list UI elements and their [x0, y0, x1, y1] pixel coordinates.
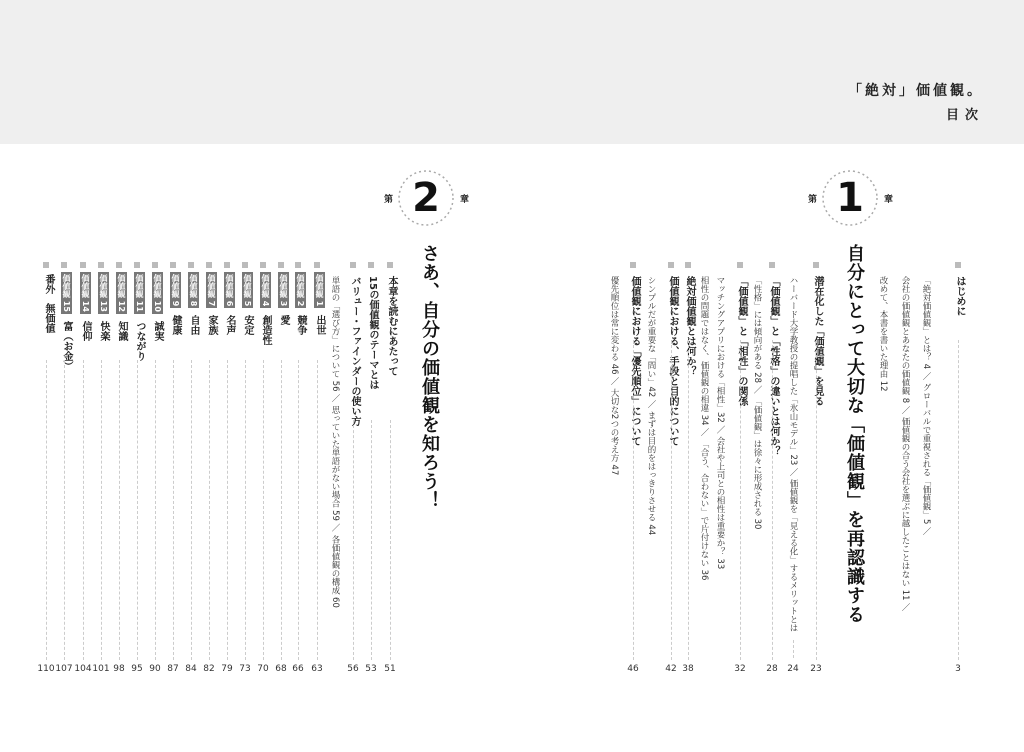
leader-line — [688, 340, 689, 660]
value-tag: 価値観 7 — [207, 274, 216, 307]
leader-line — [209, 360, 210, 660]
section-marker-icon — [737, 262, 743, 268]
section-marker-icon — [350, 262, 356, 268]
leader-line — [46, 360, 47, 660]
leader-line — [390, 420, 391, 660]
page-number: 28 — [766, 664, 778, 674]
leader-line — [137, 360, 138, 660]
section-heading: 本章を読むにあたって — [386, 276, 397, 376]
page-number: 46 — [627, 664, 639, 674]
section-marker-icon — [295, 262, 301, 268]
section-heading: 潜在化した「価値観」を見る — [812, 276, 823, 406]
leader-line — [671, 340, 672, 660]
section-text: マッチングアプリにおける「相性」32 ／ 会社や上司との相性は重要か？ 33 — [715, 276, 725, 570]
page-number: 3 — [955, 664, 961, 674]
chapter1-number: 1 — [836, 175, 864, 221]
section-marker-icon — [170, 262, 176, 268]
page-number: 95 — [131, 664, 143, 674]
value-item — [274, 272, 293, 325]
value-tag: 価値観 15 — [62, 274, 71, 312]
leader-line — [353, 420, 354, 660]
value-tag: 価値観 5 — [243, 274, 252, 307]
section-marker-icon — [260, 262, 266, 268]
value-item — [238, 272, 257, 335]
value-item — [130, 272, 149, 361]
leader-line — [816, 340, 817, 660]
value-name: 名声 — [224, 315, 235, 336]
page-number: 82 — [203, 664, 215, 674]
section-marker-icon — [43, 262, 49, 268]
leader-line — [227, 360, 228, 660]
page-number: 53 — [365, 664, 377, 674]
chapter2-title: さあ、自分の価値観を知ろう！ — [419, 244, 440, 510]
value-name: 家族 — [206, 315, 217, 336]
value-item — [310, 272, 329, 335]
section-marker-icon — [278, 262, 284, 268]
value-tag: 価値観 2 — [296, 274, 305, 307]
value-item — [291, 272, 310, 335]
chapter1-title: 自分にとって大切な「価値観」を再認識する — [844, 244, 865, 624]
section-marker-icon — [314, 262, 320, 268]
value-name: つながり — [134, 320, 145, 361]
value-name: 信仰 — [80, 320, 91, 341]
value-item — [39, 272, 58, 333]
leader-line — [281, 360, 282, 660]
header-band — [0, 0, 1024, 144]
value-item — [166, 272, 185, 335]
page-edge — [1014, 144, 1024, 744]
page-number: 66 — [292, 664, 304, 674]
leader-line — [155, 360, 156, 660]
chapter1-badge — [808, 168, 894, 228]
page-number: 32 — [734, 664, 746, 674]
value-name: 出世 — [314, 315, 325, 336]
page-number: 70 — [257, 664, 269, 674]
section-heading: はじめに — [954, 276, 965, 316]
value-tag: 価値観 9 — [171, 274, 180, 307]
section-marker-icon — [242, 262, 248, 268]
leader-line — [740, 340, 741, 660]
page-number: 51 — [384, 664, 396, 674]
section-marker-icon — [685, 262, 691, 268]
section-text: 相性の問題ではなく、価値観の相違 34 ／ 「合う、合わない」で片付けない 36 — [699, 276, 709, 581]
value-item — [202, 272, 221, 335]
page-number: 38 — [682, 664, 694, 674]
leader-line — [263, 360, 264, 660]
section-marker-icon — [630, 262, 636, 268]
value-tag: 価値観 10 — [153, 274, 162, 312]
page-number: 24 — [787, 664, 799, 674]
value-tag: 価値観 13 — [99, 274, 108, 312]
leader-line — [173, 360, 174, 660]
book-title: 「絶対」価値観。 — [848, 83, 984, 99]
page-number: 104 — [74, 664, 92, 674]
leader-line — [772, 340, 773, 660]
section-text: シンプルだが重要な「問い」42 ／ まずは目的をはっきりさせる 44 — [646, 276, 656, 536]
section-marker-icon — [955, 262, 961, 268]
section-heading: 価値観における、手段と目的について — [667, 276, 678, 446]
value-name: 富（お金） — [61, 320, 72, 371]
page-number: 101 — [92, 664, 110, 674]
value-name: 創造性 — [260, 315, 271, 346]
value-name: 知識 — [116, 320, 127, 341]
value-item — [57, 272, 76, 371]
leader-line — [191, 360, 192, 660]
chapter1-label-left: 第 — [808, 195, 818, 205]
page-number: 98 — [113, 664, 125, 674]
section-marker-icon — [813, 262, 819, 268]
chapter1-label-right: 章 — [884, 195, 894, 205]
leader-line — [317, 360, 318, 660]
page-number: 73 — [239, 664, 251, 674]
page-number: 79 — [221, 664, 233, 674]
section-marker-icon — [769, 262, 775, 268]
value-name: 無価値 — [43, 303, 54, 333]
section-marker-icon — [152, 262, 158, 268]
section-heading: 絶対価値観とは何か？ — [684, 276, 695, 376]
leader-line — [633, 340, 634, 660]
value-item — [112, 272, 131, 341]
value-name: 誠実 — [152, 320, 163, 341]
section-marker-icon — [61, 262, 67, 268]
section-marker-icon — [668, 262, 674, 268]
section-heading: 15の価値観のテーマとは — [367, 276, 378, 390]
value-name: 競争 — [295, 315, 306, 336]
leader-line — [119, 360, 120, 660]
page-number: 63 — [311, 664, 323, 674]
value-item — [256, 272, 275, 345]
value-tag: 価値観 3 — [279, 274, 288, 307]
value-item — [184, 272, 203, 335]
value-name: 安定 — [242, 315, 253, 336]
section-marker-icon — [368, 262, 374, 268]
section-heading: 「価値観」と「相性」の関係 — [736, 276, 747, 406]
section-marker-icon — [116, 262, 122, 268]
leader-line — [958, 340, 959, 660]
section-marker-icon — [224, 262, 230, 268]
page-number: 68 — [275, 664, 287, 674]
section-text: 「性格」には傾向がある 28 ／ 「価値観」は徐々に形成される 30 — [752, 276, 762, 530]
section-marker-icon — [80, 262, 86, 268]
value-tag: 価値観 11 — [135, 274, 144, 312]
page-number: 110 — [37, 664, 55, 674]
leader-line — [793, 640, 794, 658]
value-tag: 価値観 12 — [117, 274, 126, 312]
value-item — [94, 272, 113, 341]
value-tag: 価値観 4 — [261, 274, 270, 307]
section-text: 「絶対価値観」とは？ 4 ／ グローバルで重視される「価値観」5 ／ — [921, 276, 931, 536]
value-name: 愛 — [278, 315, 289, 326]
value-name: 健康 — [170, 315, 181, 336]
page-number: 42 — [665, 664, 677, 674]
chapter2-label-right: 章 — [460, 195, 470, 205]
value-tag: 価値観 6 — [225, 274, 234, 307]
page-number: 90 — [149, 664, 161, 674]
value-name: 快楽 — [98, 320, 109, 341]
section-text: 優先順位は常に変わる 46 ／ 大切な2つの考え方 47 — [609, 276, 619, 476]
section-text: 改めて、本書を書いた理由 12 — [878, 276, 888, 392]
leader-line — [245, 360, 246, 660]
value-item — [148, 272, 167, 341]
section-marker-icon — [206, 262, 212, 268]
section-marker-icon — [134, 262, 140, 268]
value-item — [76, 272, 95, 341]
leader-line — [64, 360, 65, 660]
chapter2-number: 2 — [412, 175, 440, 221]
toc-heading: 目次 — [945, 108, 984, 123]
page-number: 84 — [185, 664, 197, 674]
section-text: ハーバード大学教授の提唱した「氷山モデル」23 ／ 価値観を「見える化」するメリットとは — [788, 276, 798, 633]
section-text: 会社の価値観とあなたの価値観 8 ／ 価値観の合う会社を選ぶに越したことはない 11 ／ — [900, 276, 910, 612]
leader-line — [83, 360, 84, 660]
value-name: 自由 — [188, 315, 199, 336]
chapter2-badge — [384, 168, 470, 228]
chapter2-label-left: 第 — [384, 195, 394, 205]
section-heading: 価値観における「優先順位」について — [629, 276, 640, 446]
section-heading: バリュー・ファインダーの使い方 — [349, 276, 360, 426]
page-number: 87 — [167, 664, 179, 674]
leader-line — [371, 420, 372, 660]
section-heading: 「価値観」と「性格」の違いとは何か？ — [768, 276, 779, 456]
page-number: 107 — [55, 664, 73, 674]
section-marker-icon — [387, 262, 393, 268]
page-number: 56 — [347, 664, 359, 674]
value-tag: 価値観 8 — [189, 274, 198, 307]
leader-line — [298, 360, 299, 660]
value-tag: 価値観 1 — [315, 274, 324, 307]
leader-line — [101, 360, 102, 660]
section-marker-icon — [188, 262, 194, 268]
section-marker-icon — [98, 262, 104, 268]
section-text: 単語の「選び方」について 56 ／ 思っていた単語がない場合 59 ／ 各価値観の構成 60 — [330, 276, 340, 608]
value-tag: 価値観 14 — [81, 274, 90, 312]
value-item — [220, 272, 239, 335]
page-number: 23 — [810, 664, 822, 674]
value-tag: 番外 — [43, 274, 54, 294]
